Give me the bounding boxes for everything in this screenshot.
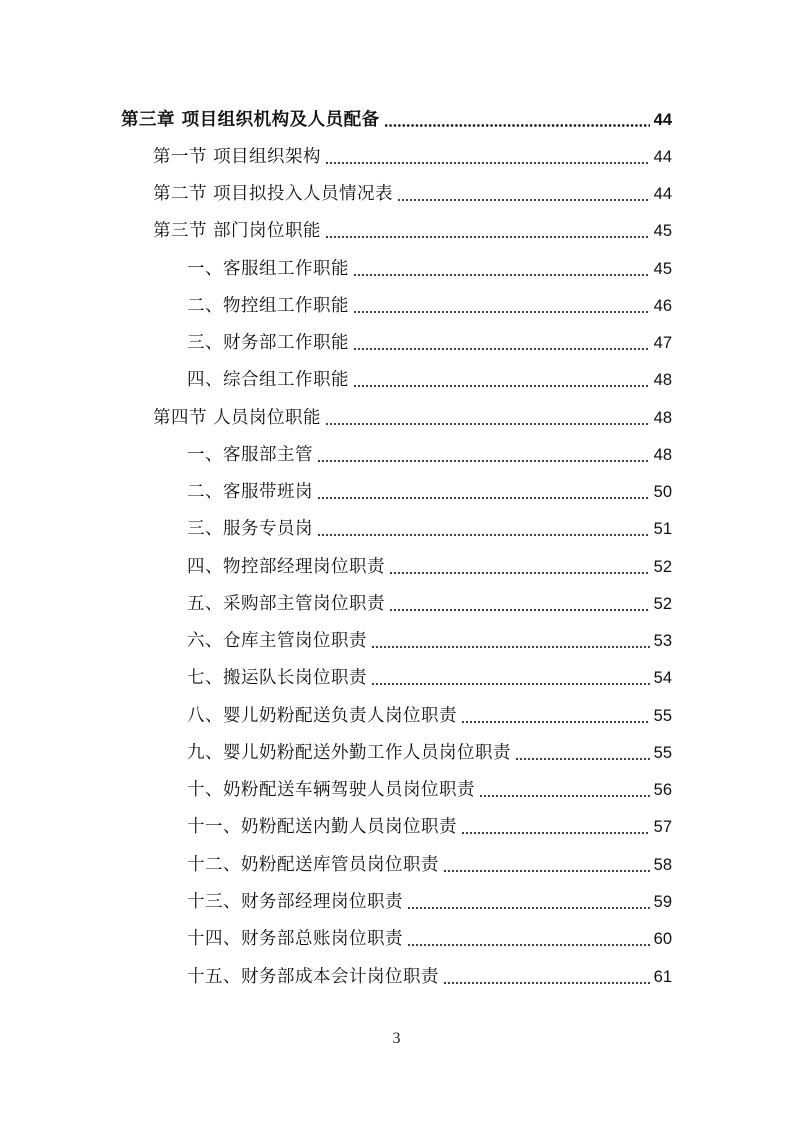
toc-entry-item[interactable] [187, 626, 672, 656]
toc-entry-page: 56 [653, 781, 672, 799]
dot-leader [353, 311, 650, 313]
toc-entry-page: 48 [653, 371, 672, 389]
toc-entry-page: 44 [653, 148, 672, 166]
dot-leader [353, 385, 650, 387]
toc-entry-page: 61 [653, 968, 672, 986]
dot-leader [317, 534, 650, 536]
toc-entry-section[interactable] [153, 142, 672, 172]
toc-entry-page: 55 [653, 744, 672, 762]
toc-entry-label: 二、物控组工作职能 [187, 296, 349, 316]
toc-entry-label: 七、搬运队长岗位职责 [187, 668, 367, 688]
toc-entry-page: 59 [653, 893, 672, 911]
toc-entry-item[interactable] [187, 775, 672, 805]
toc-entry-page: 52 [653, 558, 672, 576]
toc-entry-label: 八、婴儿奶粉配送负责人岗位职责 [187, 706, 457, 726]
toc-entry-label: 二、客服带班岗 [187, 482, 313, 502]
dot-leader [407, 907, 650, 909]
dot-leader [371, 646, 650, 648]
toc-entry-label: 第三章 项目组织机构及人员配备 [121, 110, 380, 130]
dot-leader [325, 236, 650, 238]
toc-entry-section[interactable] [153, 179, 672, 209]
toc-entry-chapter-3[interactable] [121, 105, 672, 135]
toc-entry-item[interactable] [187, 514, 672, 544]
dot-leader [325, 162, 650, 164]
dot-leader [371, 683, 650, 685]
toc-entry-label: 一、客服部主管 [187, 445, 313, 465]
toc-entry-item[interactable] [187, 589, 672, 619]
toc-entry-item[interactable] [187, 365, 672, 395]
toc-entry-label: 十五、财务部成本会计岗位职责 [187, 967, 439, 987]
toc-entry-page: 55 [653, 707, 672, 725]
dot-leader [353, 274, 650, 276]
toc-entry-item[interactable] [187, 850, 672, 880]
dot-leader [461, 832, 650, 834]
dot-leader [317, 497, 650, 499]
toc-entry-page: 45 [653, 222, 672, 240]
dot-leader [384, 124, 650, 127]
toc-entry-page: 53 [653, 632, 672, 650]
dot-leader [353, 348, 650, 350]
toc-entry-label: 第二节 项目拟投入人员情况表 [153, 184, 394, 204]
toc-entry-label: 十四、财务部总账岗位职责 [187, 929, 403, 949]
toc-entry-label: 第一节 项目组织架构 [153, 147, 322, 167]
toc-entry-item[interactable] [187, 440, 672, 470]
toc-entry-item[interactable] [187, 254, 672, 284]
toc-entry-section[interactable] [153, 216, 672, 246]
toc-entry-page: 45 [653, 260, 672, 278]
toc-entry-item[interactable] [187, 962, 672, 992]
toc-entry-page: 60 [653, 930, 672, 948]
toc-entry-page: 48 [653, 446, 672, 464]
dot-leader [515, 758, 650, 760]
toc-entry-page: 58 [653, 856, 672, 874]
dot-leader [443, 982, 650, 984]
dot-leader [443, 870, 650, 872]
toc-entry-label: 第四节 人员岗位职能 [153, 408, 322, 428]
toc-entry-page: 57 [653, 818, 672, 836]
toc-entry-label: 五、采购部主管岗位职责 [187, 594, 385, 614]
dot-leader [389, 609, 650, 611]
toc-entry-item[interactable] [187, 328, 672, 358]
toc-entry-label: 第三节 部门岗位职能 [153, 221, 322, 241]
toc-entry-label: 十三、财务部经理岗位职责 [187, 892, 403, 912]
toc-entry-page: 50 [653, 483, 672, 501]
toc-entry-page: 44 [653, 111, 672, 129]
toc-entry-page: 46 [653, 297, 672, 315]
toc-entry-item[interactable] [187, 552, 672, 582]
toc-entry-item[interactable] [187, 663, 672, 693]
toc-entry-label: 三、服务专员岗 [187, 519, 313, 539]
dot-leader [389, 572, 650, 574]
dot-leader [397, 199, 650, 201]
toc-entry-item[interactable] [187, 887, 672, 917]
dot-leader [317, 460, 650, 462]
toc-entry-label: 四、物控部经理岗位职责 [187, 557, 385, 577]
toc-entry-item[interactable] [187, 812, 672, 842]
toc-entry-label: 十一、奶粉配送内勤人员岗位职责 [187, 817, 457, 837]
toc-entry-label: 十二、奶粉配送库管员岗位职责 [187, 855, 439, 875]
toc-entry-item[interactable] [187, 291, 672, 321]
toc-entry-page: 47 [653, 334, 672, 352]
dot-leader [461, 721, 650, 723]
toc-entry-label: 一、客服组工作职能 [187, 259, 349, 279]
dot-leader [325, 423, 650, 425]
toc-entry-item[interactable] [187, 738, 672, 768]
dot-leader [407, 944, 650, 946]
toc-entry-label: 九、婴儿奶粉配送外勤工作人员岗位职责 [187, 743, 511, 763]
toc-entry-page: 44 [653, 185, 672, 203]
toc-entry-item[interactable] [187, 477, 672, 507]
toc-entry-label: 四、综合组工作职能 [187, 370, 349, 390]
toc-entry-page: 51 [653, 520, 672, 538]
toc-entry-label: 三、财务部工作职能 [187, 333, 349, 353]
toc-entry-item[interactable] [187, 924, 672, 954]
page-number: 3 [392, 1030, 401, 1047]
toc-entry-page: 52 [653, 595, 672, 613]
toc-entry-item[interactable] [187, 701, 672, 731]
toc-entry-section[interactable] [153, 403, 672, 433]
toc-entry-label: 六、仓库主管岗位职责 [187, 631, 367, 651]
dot-leader [479, 795, 650, 797]
toc-entry-label: 十、奶粉配送车辆驾驶人员岗位职责 [187, 780, 475, 800]
toc-entry-page: 48 [653, 409, 672, 427]
toc-entry-page: 54 [653, 669, 672, 687]
